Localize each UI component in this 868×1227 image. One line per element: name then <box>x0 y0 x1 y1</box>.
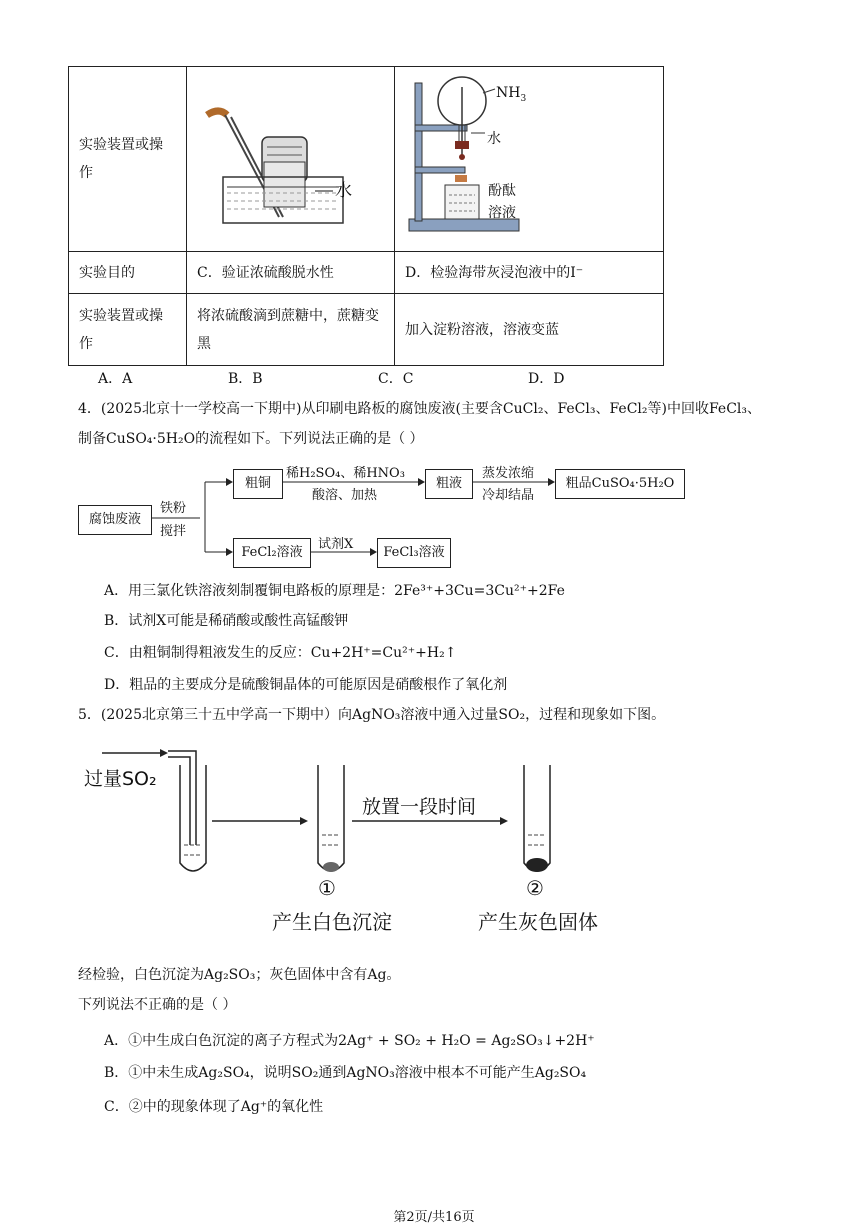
q5-stem: 5．(2025北京第三十五中学高一下期中）向AgNO₃溶液中通入过量SO₂，过程和现象如下图。 <box>78 707 666 723</box>
circle-1: ① <box>318 876 336 900</box>
q4-option-c[interactable]: C．由粗铜制得粗液发生的反应：Cu+2H⁺=Cu²⁺+H₂↑ <box>104 645 457 661</box>
d-operation: 加入淀粉溶液，溶液变蓝 <box>395 294 664 366</box>
sugar-acid-apparatus-image <box>187 67 394 251</box>
c-goal: C．验证浓硫酸脱水性 <box>187 252 395 294</box>
flow-crude-copper: 粗铜 <box>233 469 283 499</box>
water-label: 水 <box>335 181 352 201</box>
q4-stem-2: 制备CuSO₄·5H₂O的流程如下。下列说法正确的是（ ） <box>78 431 424 447</box>
flow-fecl3: FeCl₃溶液 <box>377 538 451 568</box>
dehydration-apparatus-cell <box>187 67 395 252</box>
c-operation: 将浓硫酸滴到蔗糖中，蔗糖变黑 <box>187 294 395 366</box>
obs-1: 产生白色沉淀 <box>272 910 392 934</box>
stand-label: 放置一段时间 <box>362 796 477 818</box>
phenolphthalein-label-2: 溶液 <box>488 205 516 221</box>
circle-2: ② <box>526 876 544 900</box>
q5-option-c[interactable]: C．②中的现象体现了Ag⁺的氧化性 <box>104 1099 324 1115</box>
flow-acid-bottom: 酸溶、加热 <box>312 488 378 503</box>
q4-option-d[interactable]: D．粗品的主要成分是硫酸铜晶体的可能原因是硝酸根作了氧化剂 <box>104 677 508 693</box>
row-label-operation: 实验装置或操作 <box>69 294 187 366</box>
q5-option-b[interactable]: B．①中未生成Ag₂SO₄，说明SO₂通到AgNO₃溶液中根本不可能产生Ag₂SO₄ <box>104 1065 587 1081</box>
fountain-apparatus-cell <box>395 67 664 252</box>
d-goal: D．检验海带灰浸泡液中的I⁻ <box>395 252 664 294</box>
water-label-2: 水 <box>487 131 501 147</box>
option-a[interactable]: A．A <box>98 371 133 387</box>
flow-evap-bottom: 冷却结晶 <box>482 488 535 503</box>
so2-label: 过量SO₂ <box>84 768 157 790</box>
row-label-goal: 实验目的 <box>69 252 187 294</box>
experiment-table <box>68 66 664 366</box>
option-c[interactable]: C．C <box>378 371 414 387</box>
flow-crude-liquid: 粗液 <box>425 469 473 499</box>
flow-iron-top: 铁粉 <box>160 501 187 516</box>
q3-options <box>98 368 658 388</box>
flow-iron-bottom: 搅拌 <box>160 524 187 539</box>
page-footer: 第2页/共16页 <box>393 1210 475 1225</box>
option-d[interactable]: D．D <box>528 371 565 387</box>
row-label-apparatus: 实验装置或操作 <box>69 67 187 252</box>
nh3-label: $NH_3$ <box>496 85 527 104</box>
option-b[interactable]: B．B <box>228 371 263 387</box>
q4-option-a[interactable]: A．用三氯化铁溶液刻制覆铜电路板的原理是：2Fe³⁺+3Cu=3Cu²⁺+2Fe <box>104 583 565 599</box>
flow-evap-top: 蒸发浓缩 <box>482 466 535 481</box>
q4-stem-1: 4．(2025北京十一学校高一下期中)从印刷电路板的腐蚀废液(主要含CuCl₂、FeCl₃、FeCl₂等)中回收FeCl₃、 <box>78 401 762 417</box>
q4-option-b[interactable]: B．试剂X可能是稀硝酸或酸性高锰酸钾 <box>104 613 349 629</box>
flow-fecl2: FeCl₂溶液 <box>233 538 311 568</box>
phenolphthalein-label-1: 酚酞 <box>488 183 516 199</box>
flow-reagent-x: 试剂X <box>318 537 354 552</box>
q5-ask: 下列说法不正确的是（ ） <box>78 997 237 1013</box>
obs-2: 产生灰色固体 <box>478 910 598 934</box>
flow-start: 腐蚀废液 <box>78 505 152 535</box>
q5-note: 经检验，白色沉淀为Ag₂SO₃；灰色固体中含有Ag。 <box>78 967 401 983</box>
flow-product: 粗品CuSO₄·5H₂O <box>555 469 685 499</box>
flow-acid-top: 稀H₂SO₄、稀HNO₃ <box>286 466 405 481</box>
q5-option-a[interactable]: A．①中生成白色沉淀的离子方程式为2Ag⁺ + SO₂ + H₂O = Ag₂SO₃↓+2H⁺ <box>104 1033 595 1049</box>
